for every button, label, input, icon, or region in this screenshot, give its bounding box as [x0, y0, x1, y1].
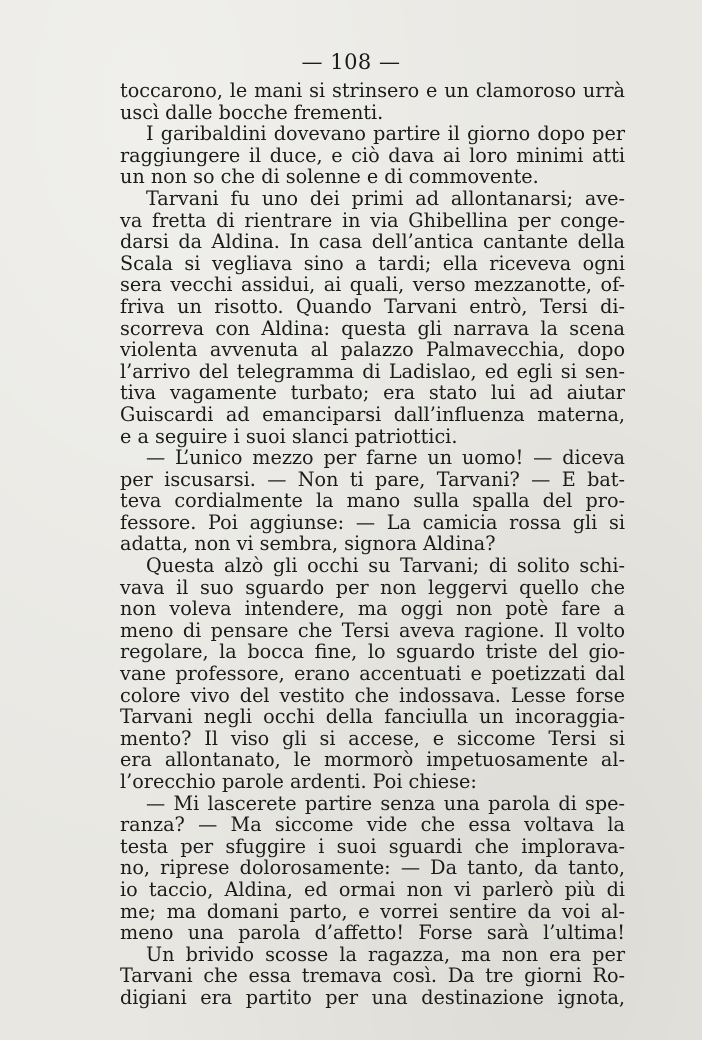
text-line: sera vecchi assidui, ai quali, verso mezzanotte, of- — [120, 273, 625, 297]
text-line: Guiscardi ad emanciparsi dall’influenza materna, — [120, 402, 625, 426]
text-line: l’arrivo del telegramma di Ladislao, ed egli si sen- — [120, 359, 625, 383]
text-line: friva un risotto. Quando Tarvani entrò, Tersi di- — [120, 294, 625, 318]
text-line: Questa alzò gli occhi su Tarvani; di solito schi- — [146, 554, 625, 578]
text-line: — L’unico mezzo per farne un uomo! — diceva — [146, 446, 625, 470]
text-line: Tarvani che essa tremava così. Da tre giorni Ro- — [120, 964, 625, 988]
text-line: adatta, non vi sembra, signora Aldina? — [120, 532, 496, 556]
text-line: uscì dalle bocche frementi. — [120, 100, 384, 124]
text-line: scorreva con Aldina: questa gli narrava la scena — [120, 316, 625, 340]
text-line: testa per sfuggire i suoi sguardi che implorava- — [120, 834, 625, 858]
page-number: — 108 — — [301, 50, 401, 74]
text-line: Tarvani negli occhi della fanciulla un incoraggia- — [120, 705, 625, 729]
text-line: violenta avvenuta al palazzo Palmavecchia, dopo — [120, 338, 625, 362]
text-line: va fretta di rientrare in via Ghibellina per conge- — [120, 208, 625, 232]
text-line: io taccio, Aldina, ed ormai non vi parlerò più di — [120, 877, 625, 901]
text-line: toccarono, le mani si strinsero e un clamoroso urrà — [120, 79, 625, 102]
text-line: I garibaldini dovevano partire il giorno dopo per — [146, 122, 625, 146]
text-line: darsi da Aldina. In casa dell’antica cantante della — [120, 230, 625, 254]
text-line: meno una parola d’affetto! Forse sarà l’ultima! — [120, 921, 625, 945]
text-line: teva cordialmente la mano sulla spalla del pro- — [120, 489, 625, 513]
text-line: — Mi lascerete partire senza una parola di spe- — [146, 791, 625, 815]
text-line: vane professore, erano accentuati e poetizzati dal — [120, 662, 625, 686]
text-line: me; ma domani parto, e vorrei sentire da voi al- — [120, 899, 625, 923]
text-line: Un brivido scosse la ragazza, ma non era per — [146, 942, 625, 966]
text-line: vava il suo sguardo per non leggervi quello che — [120, 575, 625, 599]
text-line: no, riprese dolorosamente: — Da tanto, da tanto, — [120, 856, 625, 880]
text-line: colore vivo del vestito che indossava. Lesse forse — [120, 683, 625, 707]
text-line: un non so che di solenne e di commovente. — [120, 165, 539, 189]
text-line: digiani era partito per una destinazione ignota, — [120, 985, 625, 1009]
text-line: era allontanato, le mormorò impetuosamente al- — [120, 748, 625, 772]
text-line: raggiungere il duce, e ciò dava ai loro minimi atti — [120, 143, 625, 167]
text-line: tiva vagamente turbato; era stato lui ad aiutar — [120, 381, 625, 405]
text-line: per iscusarsi. — Non ti pare, Tarvani? — E bat- — [120, 467, 625, 491]
text-line: Scala si vegliava sino a tardi; ella riceveva ogni — [120, 251, 625, 275]
text-line: meno di pensare che Tersi aveva ragione. Il volto — [120, 618, 625, 642]
text-line: fessore. Poi aggiunse: — La camicia rossa gli si — [120, 510, 625, 534]
text-line: e a seguire i suoi slanci patriottici. — [120, 424, 458, 448]
text-line: ranza? — Ma siccome vide che essa voltava la — [120, 813, 625, 837]
text-line: mento? Il viso gli si accese, e siccome Tersi si — [120, 726, 625, 750]
body-text — [120, 80, 625, 1009]
text-line: regolare, la bocca fine, lo sguardo triste del gio- — [120, 640, 625, 664]
text-line: Tarvani fu uno dei primi ad allontanarsi; ave- — [146, 186, 625, 210]
text-line: l’orecchio parole ardenti. Poi chiese: — [120, 770, 477, 793]
text-line: non voleva intendere, ma oggi non potè fare a — [120, 597, 625, 621]
